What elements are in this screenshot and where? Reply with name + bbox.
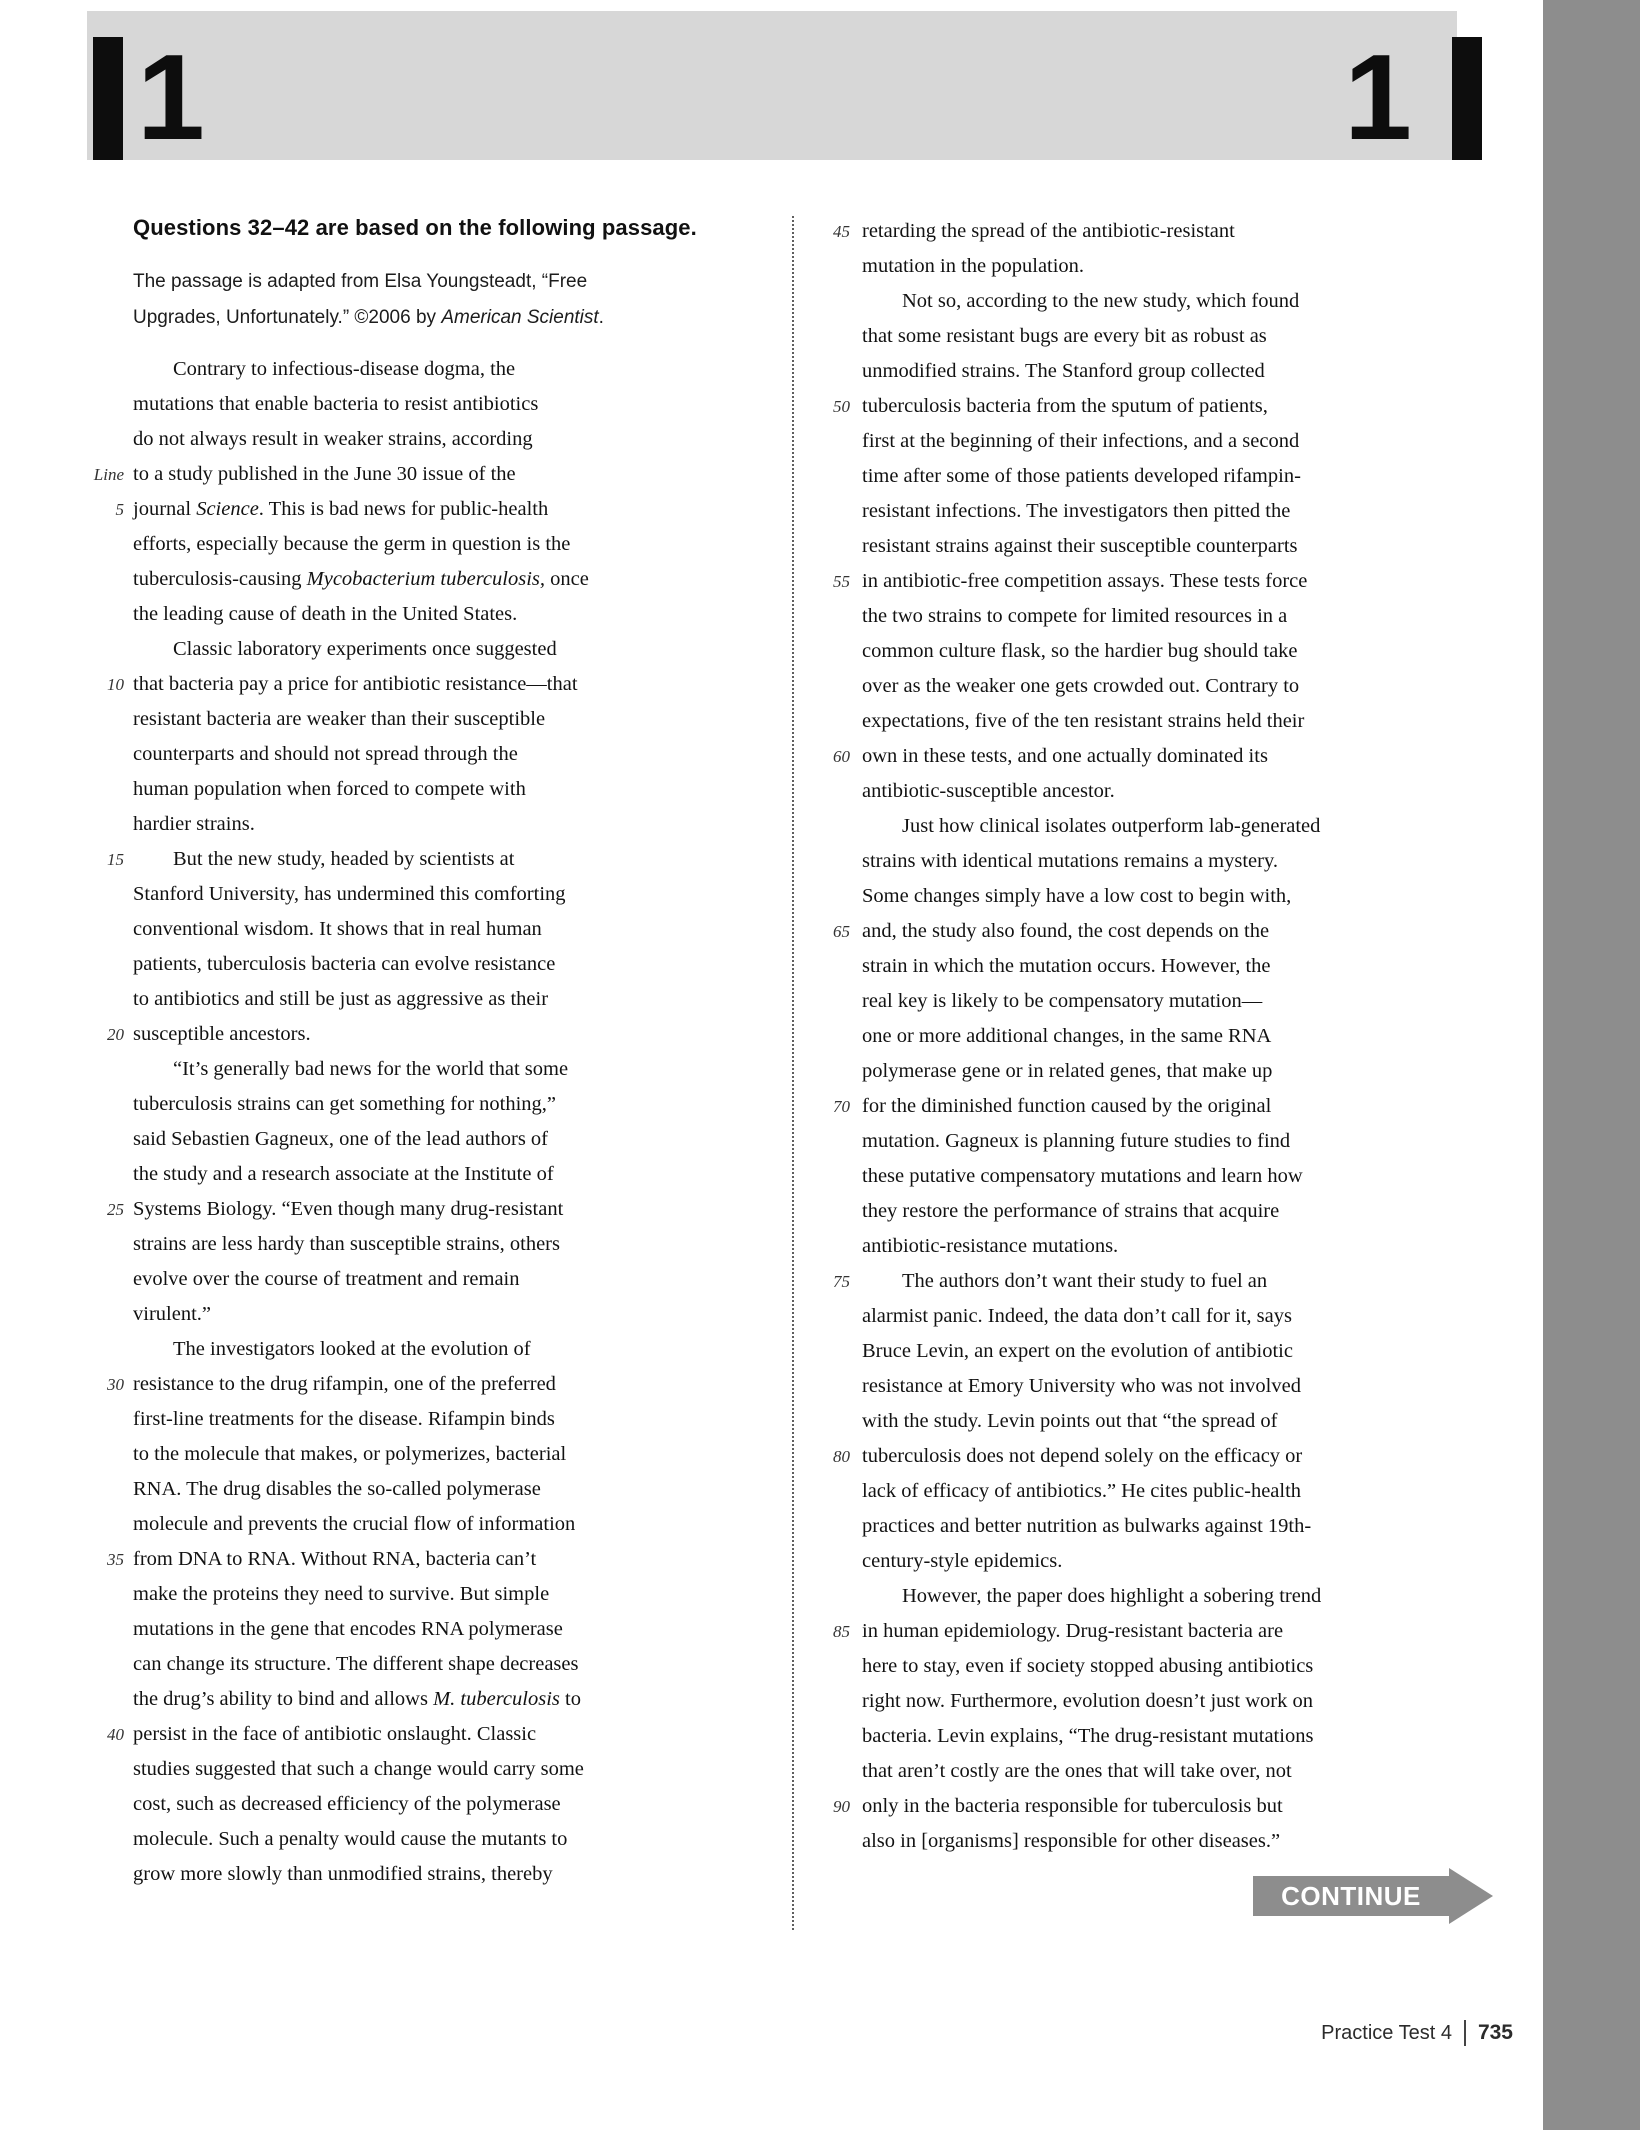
passage-line (820, 739, 1515, 774)
passage-line (88, 1822, 783, 1857)
line-text: studies suggested that such a change would carry some (133, 1758, 584, 1780)
line-text: also in [organisms] responsible for other diseases.” (862, 1830, 1281, 1852)
passage-line (820, 424, 1515, 459)
line-text: retarding the spread of the antibiotic-resistant (862, 220, 1235, 242)
line-text: resistance at Emory University who was not involved (862, 1375, 1301, 1397)
column-divider (792, 216, 794, 1930)
line-text: to antibiotics and still be just as aggressive as their (133, 988, 549, 1010)
line-number: 90 (833, 1797, 850, 1816)
passage-line (88, 1367, 783, 1402)
passage-line (820, 669, 1515, 704)
line-text: here to stay, even if society stopped abusing antibiotics (862, 1655, 1314, 1677)
line-text: However, the paper does highlight a sobering trend (902, 1585, 1322, 1607)
section-number-right: 1 (1344, 29, 1412, 165)
passage-line (88, 877, 783, 912)
line-text: common culture flask, so the hardier bug should take (862, 640, 1298, 662)
line-text: resistant strains against their susceptible counterparts (862, 535, 1298, 557)
line-number: 85 (833, 1622, 850, 1641)
line-text: to a study published in the June 30 issue of the (133, 463, 516, 485)
passage-line (88, 597, 783, 632)
passage-line (820, 1544, 1515, 1579)
passage-line (820, 1264, 1515, 1299)
continue-label: CONTINUE (1253, 1876, 1449, 1916)
line-text: from DNA to RNA. Without RNA, bacteria can’t (133, 1548, 537, 1570)
line-text: over as the weaker one gets crowded out. Contrary to (862, 675, 1300, 697)
passage-line (88, 1717, 783, 1752)
line-text: patients, tuberculosis bacteria can evolve resistance (133, 953, 556, 975)
continue-banner (1253, 1876, 1449, 1916)
line-text: Systems Biology. “Even though many drug-resistant (133, 1198, 564, 1220)
passage-left-lines (88, 352, 783, 1892)
passage-line (820, 1649, 1515, 1684)
line-text: the leading cause of death in the United States. (133, 603, 518, 625)
passage-line (88, 1017, 783, 1052)
passage-line (88, 982, 783, 1017)
passage-line (820, 599, 1515, 634)
passage-line (820, 1019, 1515, 1054)
line-text: expectations, five of the ten resistant strains held their (862, 710, 1305, 732)
line-text: for the diminished function caused by the original (862, 1095, 1272, 1117)
line-text: molecule and prevents the crucial flow of information (133, 1513, 576, 1535)
passage-line (88, 1507, 783, 1542)
line-text: polymerase gene or in related genes, that make up (862, 1060, 1273, 1082)
passage-line (820, 1614, 1515, 1649)
line-number: 40 (107, 1725, 124, 1744)
practice-test-label: Practice Test 4 (1321, 2021, 1452, 2044)
passage-line (88, 667, 783, 702)
section-number-left: 1 (137, 29, 205, 165)
line-text: in human epidemiology. Drug-resistant bacteria are (862, 1620, 1284, 1642)
line-text: one or more additional changes, in the same RNA (862, 1025, 1272, 1047)
line-text: evolve over the course of treatment and remain (133, 1268, 520, 1290)
line-text: with the study. Levin points out that “the spread of (862, 1410, 1278, 1432)
passage-line (88, 842, 783, 877)
section-tab-right (1452, 37, 1482, 160)
line-text: own in these tests, and one actually dominated its (862, 745, 1268, 767)
line-text: resistant bacteria are weaker than their susceptible (133, 708, 546, 730)
right-edge-bar (1543, 0, 1640, 2130)
line-text: in antibiotic-free competition assays. These tests force (862, 570, 1308, 592)
line-text: tuberculosis strains can get something for nothing,” (133, 1093, 557, 1115)
line-text: conventional wisdom. It shows that in real human (133, 918, 542, 940)
line-number: 5 (115, 500, 124, 519)
line-text: Just how clinical isolates outperform lab-generated (902, 815, 1321, 837)
line-text: bacteria. Levin explains, “The drug-resistant mutations (862, 1725, 1314, 1747)
line-text: that aren’t costly are the ones that will take over, not (862, 1760, 1292, 1782)
line-text: strains are less hardy than susceptible strains, others (133, 1233, 560, 1255)
passage-line (820, 1579, 1515, 1614)
line-text: strains with identical mutations remains a mystery. (862, 850, 1278, 872)
line-number: 55 (833, 572, 850, 591)
passage-source (133, 264, 753, 336)
passage-line (88, 1297, 783, 1332)
passage-line (820, 564, 1515, 599)
passage-line (88, 1647, 783, 1682)
passage-line (88, 737, 783, 772)
line-text: resistance to the drug rifampin, one of the preferred (133, 1373, 556, 1395)
line-text: to the molecule that makes, or polymerizes, bacterial (133, 1443, 567, 1465)
line-text: real key is likely to be compensatory mutation— (862, 990, 1263, 1012)
passage-line (820, 249, 1515, 284)
continue-arrow-icon (1449, 1868, 1493, 1924)
line-number: 65 (833, 922, 850, 941)
line-text: mutations in the gene that encodes RNA polymerase (133, 1618, 563, 1640)
passage-line (88, 1787, 783, 1822)
line-text: tuberculosis bacteria from the sputum of patients, (862, 395, 1268, 417)
line-number: 50 (833, 397, 850, 416)
line-text: first-line treatments for the disease. Rifampin binds (133, 1408, 555, 1430)
line-text: The authors don’t want their study to fuel an (902, 1270, 1268, 1292)
passage-line (820, 1719, 1515, 1754)
passage-line (88, 457, 783, 492)
passage-line (88, 527, 783, 562)
line-text: the study and a research associate at the Institute of (133, 1163, 554, 1185)
line-text: strain in which the mutation occurs. However, the (862, 955, 1271, 977)
passage-line (88, 1227, 783, 1262)
line-text: virulent.” (133, 1303, 211, 1325)
passage-line (88, 1437, 783, 1472)
passage-line (88, 1262, 783, 1297)
line-text: antibiotic-resistance mutations. (862, 1235, 1119, 1257)
passage-line (820, 1299, 1515, 1334)
passage-line (820, 1194, 1515, 1229)
passage-line (88, 387, 783, 422)
line-text: and, the study also found, the cost depends on the (862, 920, 1270, 942)
line-number: 60 (833, 747, 850, 766)
line-text: susceptible ancestors. (133, 1023, 311, 1045)
passage-line (88, 1192, 783, 1227)
line-text: time after some of those patients developed rifampin- (862, 465, 1301, 487)
line-text: persist in the face of antibiotic onslaught. Classic (133, 1723, 537, 1745)
line-text: hardier strains. (133, 813, 255, 835)
line-text: Bruce Levin, an expert on the evolution of antibiotic (862, 1340, 1293, 1362)
passage-line (820, 774, 1515, 809)
line-number: 10 (107, 675, 124, 694)
passage-line (820, 1229, 1515, 1264)
passage-line (820, 844, 1515, 879)
line-text: counterparts and should not spread through the (133, 743, 518, 765)
footer (1088, 2020, 1513, 2046)
line-text: said Sebastien Gagneux, one of the lead authors of (133, 1128, 549, 1150)
passage-line (820, 1789, 1515, 1824)
passage-line (88, 1752, 783, 1787)
passage-line (820, 914, 1515, 949)
line-text: tuberculosis-causing Mycobacterium tuberculosis, once (133, 568, 589, 590)
line-text: cost, such as decreased efficiency of the polymerase (133, 1793, 561, 1815)
line-text: antibiotic-susceptible ancestor. (862, 780, 1115, 802)
line-text: only in the bacteria responsible for tuberculosis but (862, 1795, 1283, 1817)
passage-line (820, 1334, 1515, 1369)
passage-line (820, 1754, 1515, 1789)
passage-right-lines (820, 214, 1515, 1859)
passage-line (820, 459, 1515, 494)
line-text: mutations that enable bacteria to resist antibiotics (133, 393, 539, 415)
line-text: unmodified strains. The Stanford group collected (862, 360, 1265, 382)
passage-line (820, 704, 1515, 739)
line-text: make the proteins they need to survive. But simple (133, 1583, 550, 1605)
line-text: these putative compensatory mutations and learn how (862, 1165, 1303, 1187)
passage-line (820, 1824, 1515, 1859)
passage-line (88, 422, 783, 457)
line-text: journal Science. This is bad news for public-health (133, 498, 549, 520)
passage-line (88, 1857, 783, 1892)
line-text: molecule. Such a penalty would cause the mutants to (133, 1828, 568, 1850)
passage-line (88, 1087, 783, 1122)
passage-line (88, 1612, 783, 1647)
page-number: 735 (1477, 2021, 1513, 2044)
line-text: do not always result in weaker strains, according (133, 428, 533, 450)
passage-line (820, 1054, 1515, 1089)
passage-line (820, 1684, 1515, 1719)
line-text: that bacteria pay a price for antibiotic resistance—that (133, 673, 578, 695)
line-number: 25 (107, 1200, 124, 1219)
passage-line (820, 1159, 1515, 1194)
line-number: 80 (833, 1447, 850, 1466)
line-number: Line (93, 465, 124, 484)
line-text: grow more slowly than unmodified strains, thereby (133, 1863, 553, 1885)
line-text: can change its structure. The different shape decreases (133, 1653, 579, 1675)
line-text: first at the beginning of their infections, and a second (862, 430, 1300, 452)
passage-line (88, 562, 783, 597)
line-number: 20 (107, 1025, 124, 1044)
line-text: century-style epidemics. (862, 1550, 1063, 1572)
passage-line (820, 214, 1515, 249)
passage-line (88, 1332, 783, 1367)
passage-line (88, 772, 783, 807)
passage-line (88, 1402, 783, 1437)
line-text: Some changes simply have a low cost to begin with, (862, 885, 1292, 907)
passage-line (88, 492, 783, 527)
passage-line (820, 984, 1515, 1019)
passage-line (88, 1577, 783, 1612)
line-text: lack of efficacy of antibiotics.” He cites public-health (862, 1480, 1302, 1502)
passage-line (820, 319, 1515, 354)
line-text: efforts, especially because the germ in question is the (133, 533, 571, 555)
passage-right-column (820, 214, 1515, 1859)
passage-line (88, 807, 783, 842)
passage-line (820, 1089, 1515, 1124)
passage-line (88, 632, 783, 667)
line-text: mutation in the population. (862, 255, 1085, 277)
line-number: 75 (833, 1272, 850, 1291)
line-number: 70 (833, 1097, 850, 1116)
line-text: mutation. Gagneux is planning future studies to find (862, 1130, 1291, 1152)
passage-line (88, 1682, 783, 1717)
passage-line (820, 1474, 1515, 1509)
passage-left-column (88, 214, 783, 1892)
line-text: the two strains to compete for limited resources in a (862, 605, 1288, 627)
passage-line (820, 389, 1515, 424)
passage-line (88, 1472, 783, 1507)
line-text: practices and better nutrition as bulwarks against 19th- (862, 1515, 1312, 1537)
line-text: The investigators looked at the evolution of (173, 1338, 531, 1360)
line-text: resistant infections. The investigators then pitted the (862, 500, 1291, 522)
line-number: 30 (107, 1375, 124, 1394)
passage-line (820, 284, 1515, 319)
passage-line (820, 1369, 1515, 1404)
line-text: that some resistant bugs are every bit as robust as (862, 325, 1267, 347)
passage-line (820, 879, 1515, 914)
section-tab-left (93, 37, 123, 160)
line-text: the drug’s ability to bind and allows M. tuberculosis to (133, 1688, 581, 1710)
line-text: right now. Furthermore, evolution doesn’t just work on (862, 1690, 1313, 1712)
passage-line (820, 494, 1515, 529)
line-number: 45 (833, 222, 850, 241)
passage-line (820, 1124, 1515, 1159)
line-text: they restore the performance of strains that acquire (862, 1200, 1280, 1222)
passage-line (88, 1052, 783, 1087)
line-text: Not so, according to the new study, which found (902, 290, 1300, 312)
line-text: tuberculosis does not depend solely on the efficacy or (862, 1445, 1303, 1467)
line-text: human population when forced to compete with (133, 778, 526, 800)
passage-line (820, 1509, 1515, 1544)
passage-line (820, 809, 1515, 844)
passage-line (820, 529, 1515, 564)
passage-line (88, 947, 783, 982)
line-text: Stanford University, has undermined this comforting (133, 883, 566, 905)
passage-line (820, 1439, 1515, 1474)
line-text: Classic laboratory experiments once suggested (173, 638, 557, 660)
passage-source-line: The passage is adapted from Elsa Youngsteadt, “Free (133, 271, 588, 292)
passage-heading: Questions 32–42 are based on the following passage. (133, 215, 697, 240)
passage-line (820, 354, 1515, 389)
line-text: “It’s generally bad news for the world that some (173, 1058, 569, 1080)
passage-line (88, 702, 783, 737)
line-text: alarmist panic. Indeed, the data don’t call for it, says (862, 1305, 1292, 1327)
header-band (87, 11, 1457, 165)
line-number: 35 (107, 1550, 124, 1569)
passage-line (820, 949, 1515, 984)
passage-line (88, 1122, 783, 1157)
line-number: 15 (107, 850, 124, 869)
footer-divider (1464, 2020, 1466, 2046)
passage-source-line: Upgrades, Unfortunately.” ©2006 by American Scientist. (133, 307, 604, 328)
line-text: Contrary to infectious-disease dogma, the (173, 358, 516, 380)
line-text: But the new study, headed by scientists at (173, 848, 515, 870)
passage-line (820, 1404, 1515, 1439)
passage-line (88, 912, 783, 947)
line-text: RNA. The drug disables the so-called polymerase (133, 1478, 541, 1500)
passage-line (88, 1157, 783, 1192)
passage-line (88, 352, 783, 387)
passage-line (88, 1542, 783, 1577)
passage-line (820, 634, 1515, 669)
